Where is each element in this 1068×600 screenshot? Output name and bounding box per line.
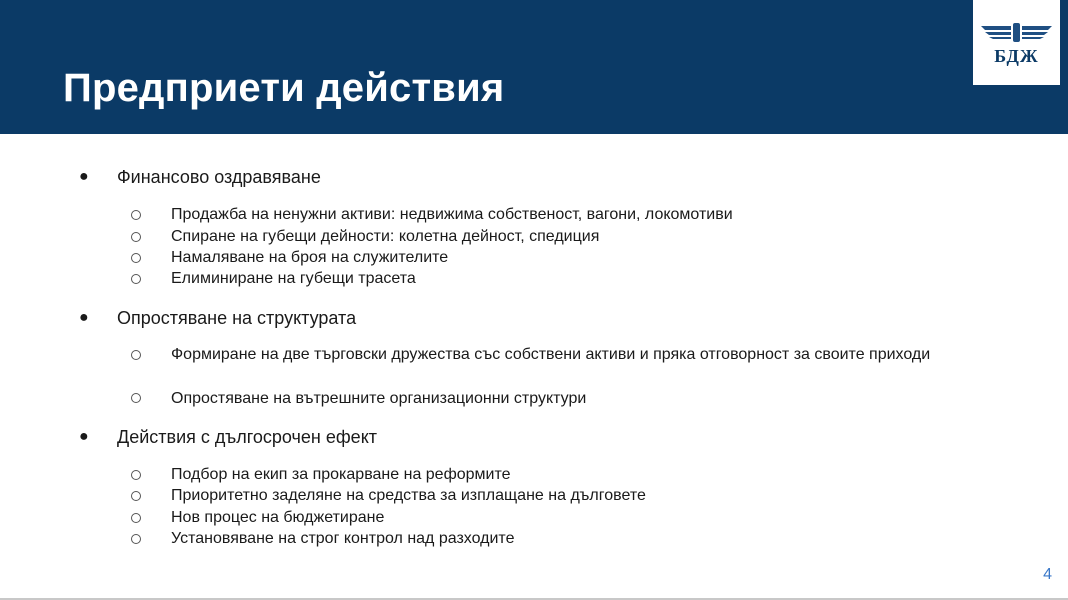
hollow-bullet-icon [131,491,141,501]
section-heading: Действия с дългосрочен ефект [117,427,378,447]
list-item: Установяване на строг контрол над разходите [171,530,515,547]
list-item: Приоритетно заделяне на средства за изплащане на дълговете [171,487,646,504]
list-item: Намаляване на броя на служителите [171,249,449,266]
list-item: Продажба на ненужни активи: недвижима собственост, вагони, локомотиви [171,206,733,223]
list-item: Елиминиране на губещи трасета [171,270,416,287]
bullet-icon: ● [79,168,89,185]
bullet-icon: ● [79,309,89,326]
list-item: Подбор на екип за прокарване на реформите [171,466,511,483]
page-number: 4 [1043,566,1052,583]
list-item: Формиране на две търговски дружества със собствени активи и пряка отговорност за своите приходи [171,346,931,363]
hollow-bullet-icon [131,274,141,284]
hollow-bullet-icon [131,350,141,360]
list-item: Опростяване на вътрешните организационни структури [171,390,587,407]
hollow-bullet-icon [131,393,141,403]
section-heading: Опростяване на структурата [117,308,357,328]
hollow-bullet-icon [131,253,141,263]
hollow-bullet-icon [131,513,141,523]
bullet-icon: ● [79,428,89,445]
hollow-bullet-icon [131,210,141,220]
logo-text: БДЖ [994,46,1039,66]
list-item: Спиране на губещи дейности: колетна дейност, спедиция [171,228,600,245]
hollow-bullet-icon [131,470,141,480]
slide-title: Предприети действия [63,66,505,110]
hollow-bullet-icon [131,232,141,242]
hollow-bullet-icon [131,534,141,544]
section-heading: Финансово оздравяване [117,167,321,187]
list-item: Нов процес на бюджетиране [171,509,385,526]
